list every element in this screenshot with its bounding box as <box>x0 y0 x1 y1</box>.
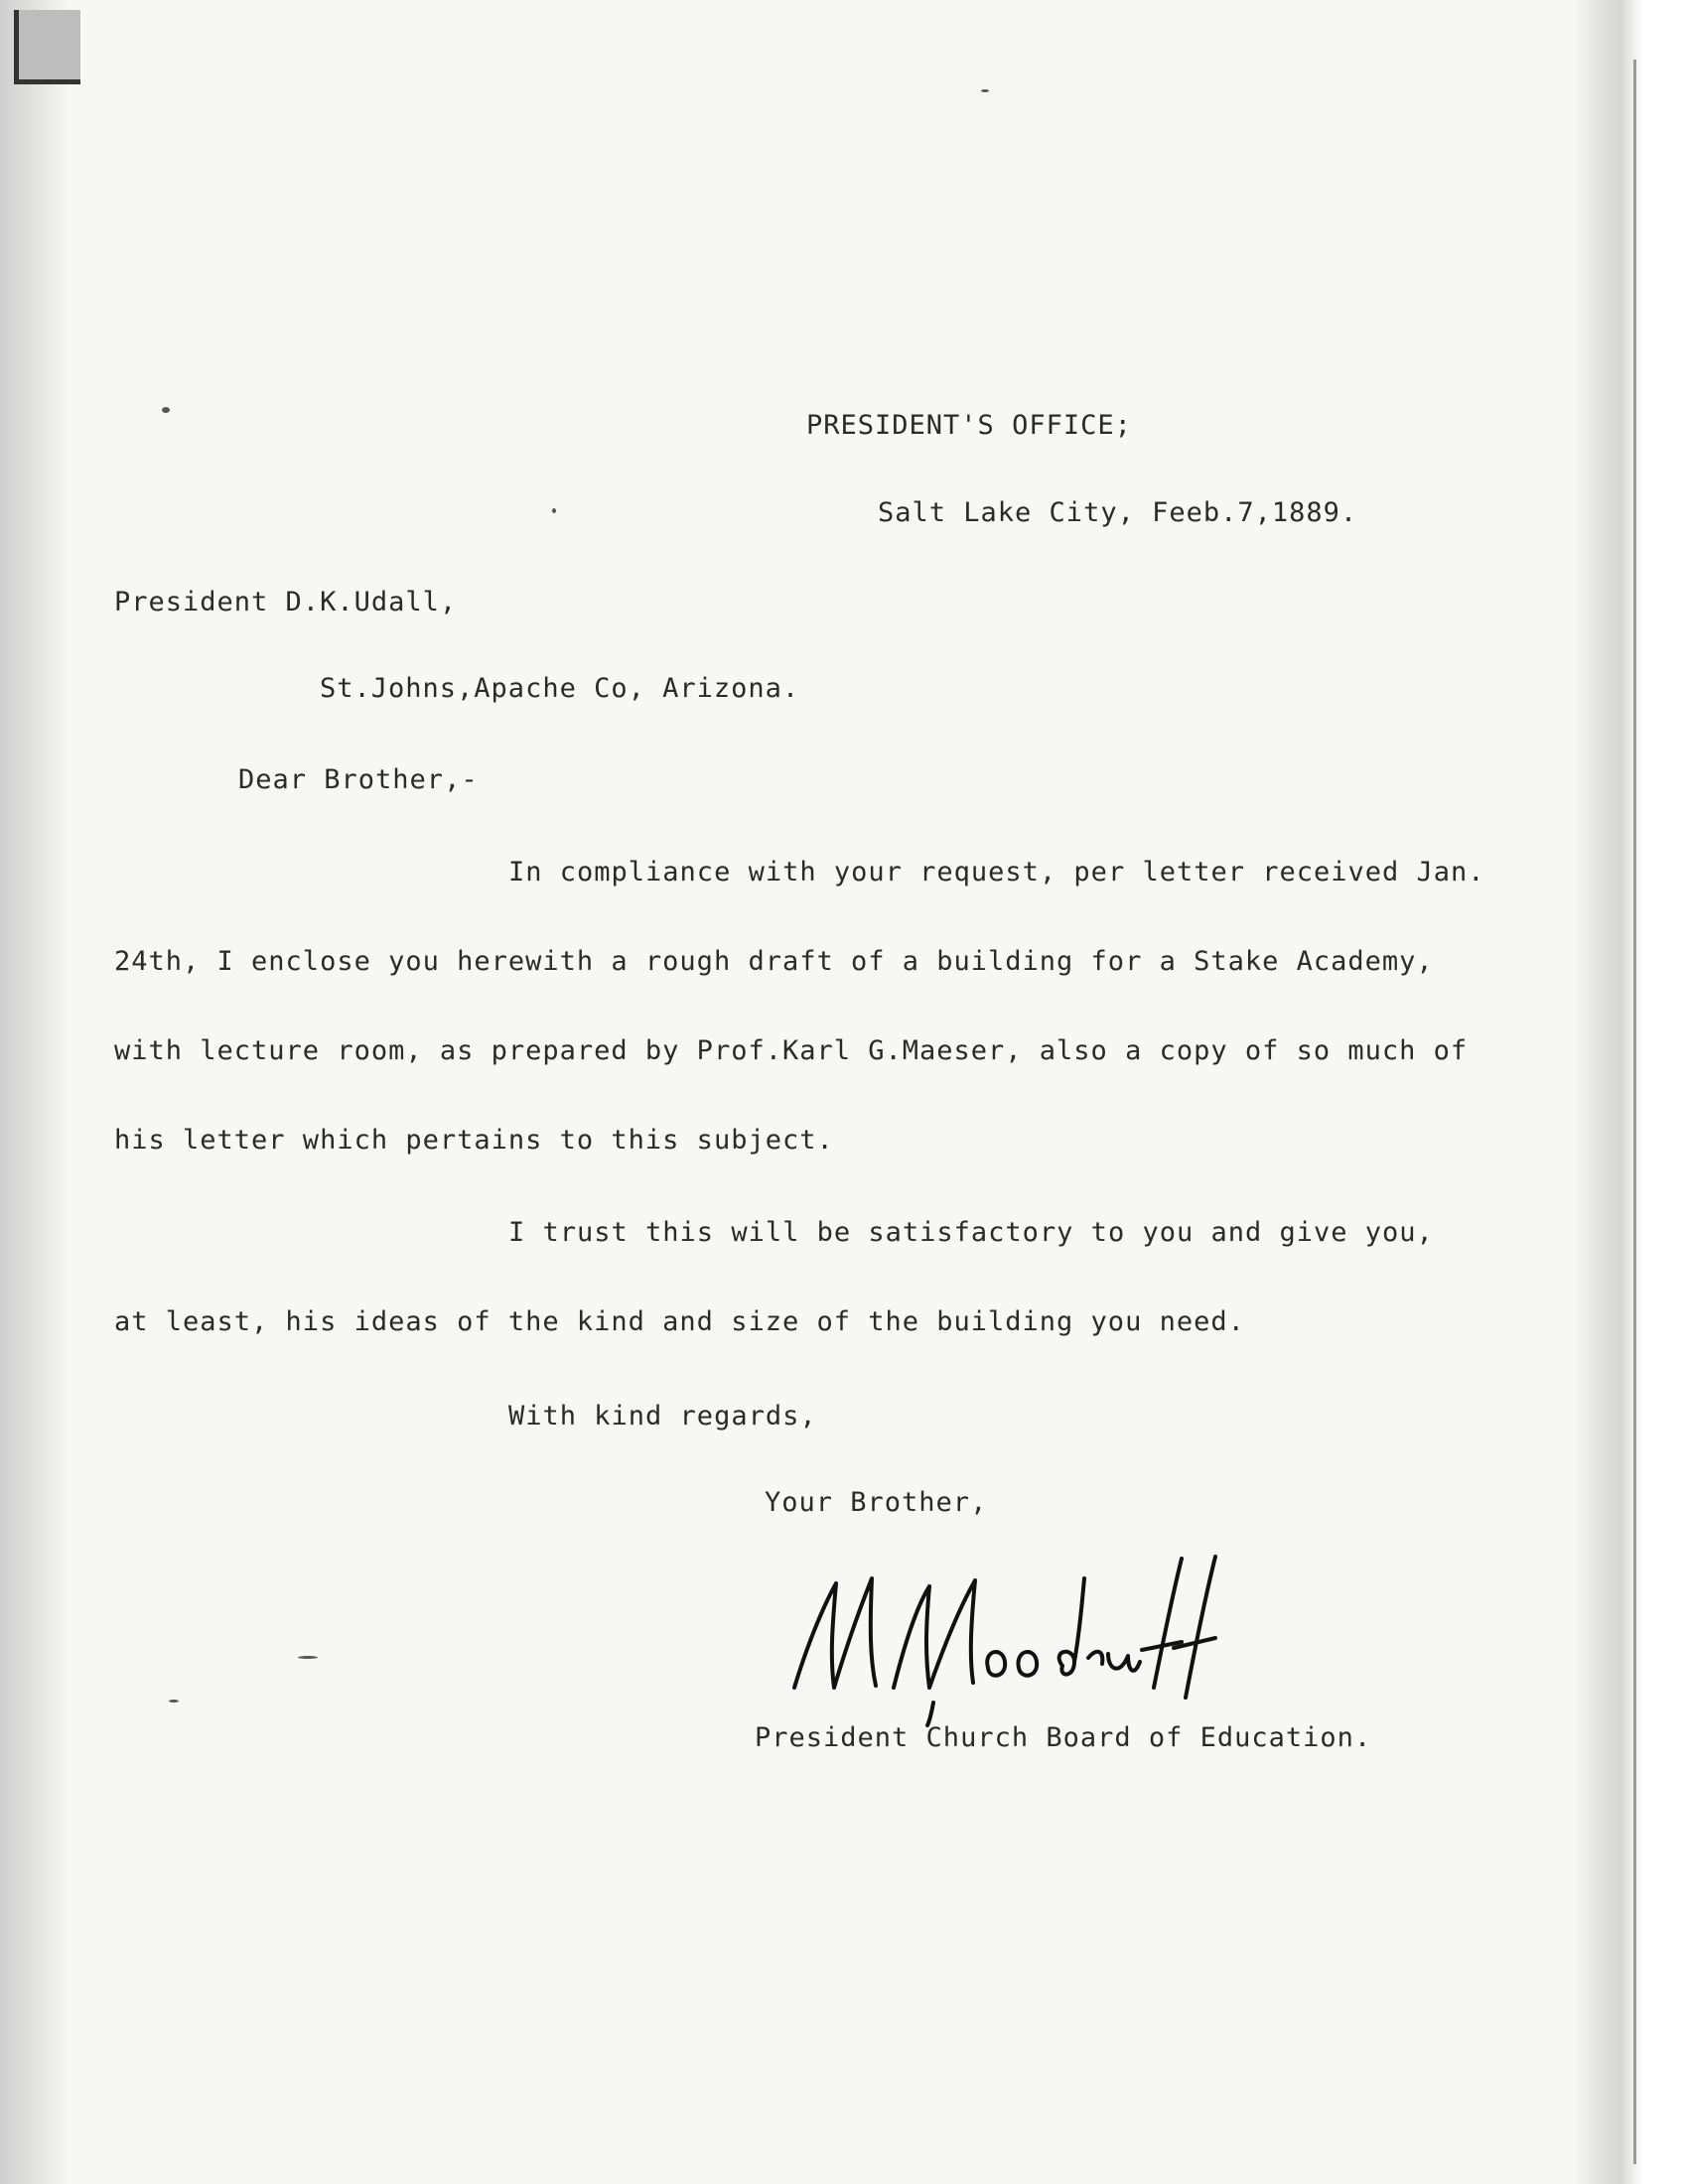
scan-speck <box>298 1656 318 1659</box>
scan-corner-mark <box>14 10 80 84</box>
recipient-address: St.Johns,Apache Co, Arizona. <box>320 673 800 704</box>
scan-edge-right <box>1574 0 1688 2184</box>
dateline: Salt Lake City, Feeb.7,1889. <box>878 497 1358 528</box>
paragraph-2-line: I trust this will be satisfactory to you and give you, <box>508 1217 1434 1248</box>
paragraph-1-line: with lecture room, as prepared by Prof.Karl G.Maeser, also a copy of so much of <box>114 1035 1469 1066</box>
closing: With kind regards, <box>508 1401 817 1432</box>
paragraph-1-line: his letter which pertains to this subject. <box>114 1125 834 1156</box>
handwritten-signature <box>784 1539 1251 1727</box>
scan-speck <box>169 1700 179 1703</box>
salutation: Dear Brother,- <box>238 764 479 795</box>
scan-speck <box>162 407 170 413</box>
paragraph-1-line: 24th, I enclose you herewith a rough draft of a building for a Stake Academy, <box>114 946 1434 977</box>
scan-speck <box>981 89 989 92</box>
paragraph-2-line: at least, his ideas of the kind and size of the building you need. <box>114 1306 1245 1337</box>
paragraph-1-line: In compliance with your request, per letter received Jan. <box>508 857 1485 887</box>
scan-speck <box>552 508 556 513</box>
signature-title: President Church Board of Education. <box>755 1722 1372 1753</box>
scan-edge-left <box>0 0 70 2184</box>
letterhead: PRESIDENT'S OFFICE; <box>806 410 1132 441</box>
sign-off: Your Brother, <box>765 1487 988 1518</box>
recipient-name: President D.K.Udall, <box>114 587 458 617</box>
scan-fold-line <box>1633 60 1636 2164</box>
